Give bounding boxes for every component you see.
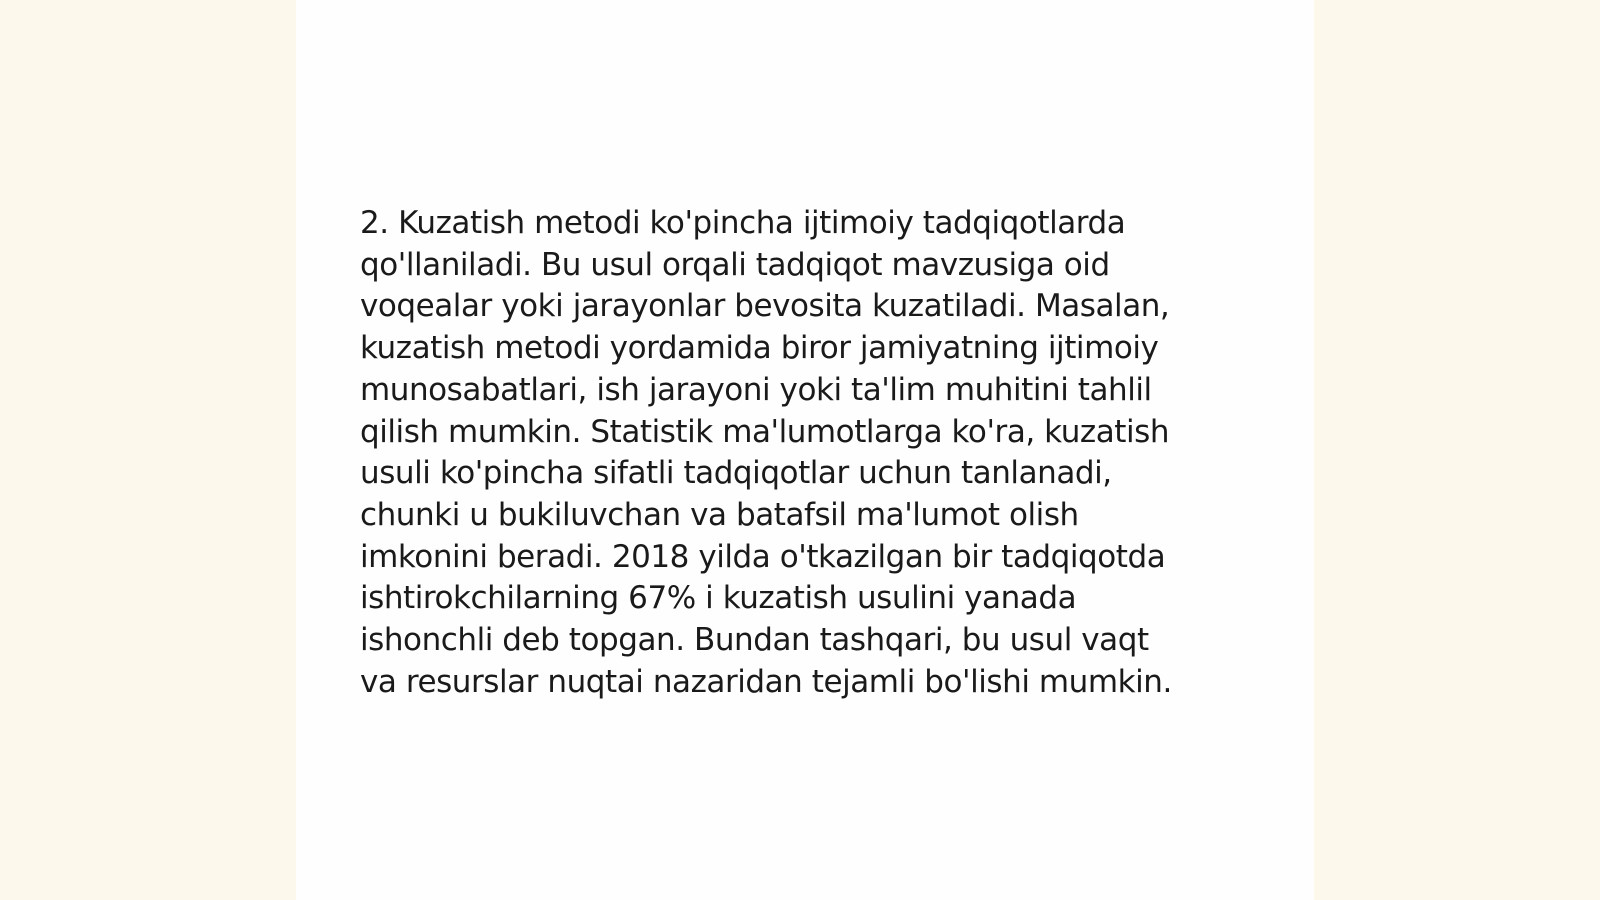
slide-canvas [296,0,1314,900]
slide-body-text: 2. Kuzatish metodi ko'pincha ijtimoiy tadqiqotlarda qo'llaniladi. Bu usul orqali tadqiqot mavzusiga oid voqealar yoki jarayonlar bevosita kuzatiladi. Masalan, kuzatish metodi yordamida biror jamiyatning ijtimoiy munosabatlari, ish jarayoni yoki ta'lim muhitini tahlil qilish mumkin. Statistik ma'lumotlarga ko'ra, kuzatish usuli ko'pincha sifatli tadqiqotlar uchun tanlanadi, chunki u bukiluvchan va batafsil ma'lumot olish imkonini beradi. 2018 yilda o'tkazilgan bir tadqiqotda ishtirokchilarning 67% i kuzatish usulini yanada ishonchli deb topgan. Bundan tashqari, bu usul vaqt va resurslar nuqtai nazaridan tejamli bo'lishi mumkin. [360,205,1172,700]
